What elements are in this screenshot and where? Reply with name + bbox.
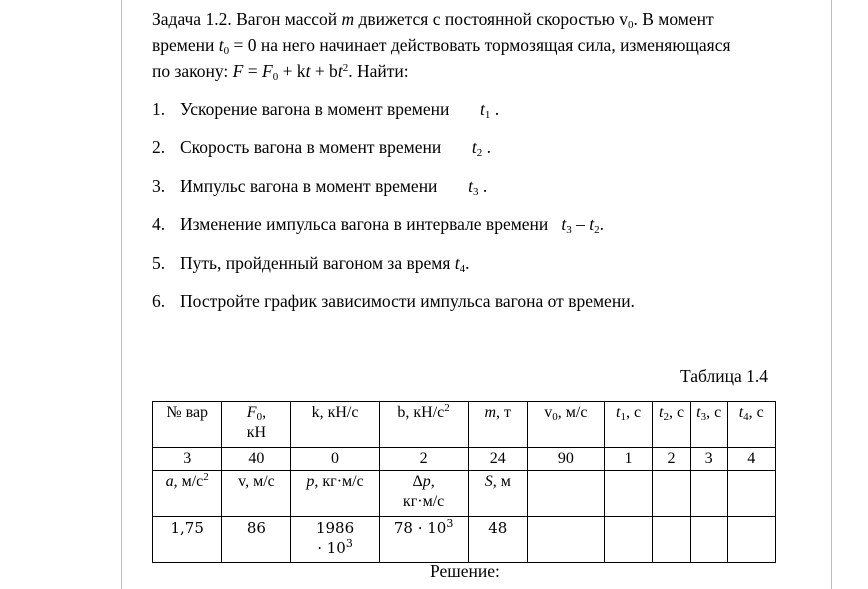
table-caption: Таблица 1.4 xyxy=(680,366,768,386)
value-cell: 90 xyxy=(527,448,604,471)
empty-cell xyxy=(690,517,727,563)
header-m: m, т xyxy=(468,402,527,448)
task-6: 6. Постройте график зависимости импульса вагона от времени. xyxy=(152,291,635,311)
page-right-edge xyxy=(831,0,832,589)
value-cell: 1 xyxy=(604,448,652,471)
result-acceleration: 1,75 xyxy=(153,517,222,563)
empty-cell xyxy=(653,517,691,563)
value-cell: 0 xyxy=(291,448,379,471)
value-cell: 24 xyxy=(468,448,527,471)
result-velocity: 86 xyxy=(222,517,291,563)
empty-cell xyxy=(653,471,691,517)
header-f0: $F_0$, кН xyxy=(222,402,291,448)
intro-line-3: по закону: $F = F_0$ + kt + $bt^2$. Найти: xyxy=(152,61,409,83)
header-velocity: v, м/с xyxy=(222,471,291,517)
table-values-row xyxy=(153,448,776,471)
interval-expression: $t_3 - t_2$ xyxy=(561,214,600,236)
header-t2: $t_2$, с xyxy=(653,402,691,448)
empty-cell xyxy=(727,471,776,517)
empty-cell xyxy=(727,517,776,563)
header-distance: S, м xyxy=(468,471,527,517)
document-page xyxy=(152,6,776,581)
header-k: k, кН/с xyxy=(291,402,379,448)
result-distance: 48 xyxy=(468,517,527,563)
header-t4: $t_4$, с xyxy=(727,402,776,448)
table-result-header-row xyxy=(153,471,776,517)
value-cell: 40 xyxy=(222,448,291,471)
empty-cell xyxy=(690,471,727,517)
task-4: 4. Изменение импульса вагона в интервале времени $t_3 - t_2$. xyxy=(152,214,605,236)
task-1: 1. Ускорение вагона в момент времени $t_1$ . xyxy=(152,99,500,121)
parameters-table xyxy=(152,401,776,563)
intro-line-2: времени $t_0 = 0$ на него начинает действовать тормозящая сила, изменяющаяся xyxy=(152,35,731,57)
task-2: 2. Скорость вагона в момент времени $t_2$ . xyxy=(152,137,492,159)
value-cell: 2 xyxy=(379,448,468,471)
table-results-row xyxy=(153,517,776,563)
value-cell: 4 xyxy=(727,448,776,471)
value-cell: 3 xyxy=(153,448,222,471)
table-header-row xyxy=(153,402,776,448)
intro-line-1: Задача 1.2. Вагон массой m движется с постоянной скоростью $v_0$. В момент xyxy=(152,9,714,31)
empty-cell xyxy=(604,517,652,563)
task-5: 5. Путь, пройденный вагоном за время $t_4$. xyxy=(152,253,470,275)
header-t1: $t_1$, с xyxy=(604,402,652,448)
header-b: b, $кН/с^2$ xyxy=(379,402,468,448)
empty-cell xyxy=(527,471,604,517)
header-t3: $t_3$, с xyxy=(690,402,727,448)
value-cell: 2 xyxy=(653,448,691,471)
empty-cell xyxy=(527,517,604,563)
task-3: 3. Импульс вагона в момент времени $t_3$ . xyxy=(152,176,488,198)
result-momentum: 1986 · $10^3$ xyxy=(291,517,379,563)
empty-cell xyxy=(604,471,652,517)
header-variant: № вар xyxy=(153,402,222,448)
header-momentum-change: Δp, кг·м/с xyxy=(379,471,468,517)
header-v0: $v_0$, м/с xyxy=(527,402,604,448)
solution-heading: Решение: xyxy=(430,561,500,581)
result-momentum-change: $78 \cdot 10^3$ xyxy=(379,517,468,563)
problem-statement xyxy=(152,6,776,84)
header-acceleration: a, $м/с^2$ xyxy=(153,471,222,517)
header-momentum: p, кг·м/с xyxy=(291,471,379,517)
value-cell: 3 xyxy=(690,448,727,471)
page-left-edge xyxy=(121,0,122,589)
